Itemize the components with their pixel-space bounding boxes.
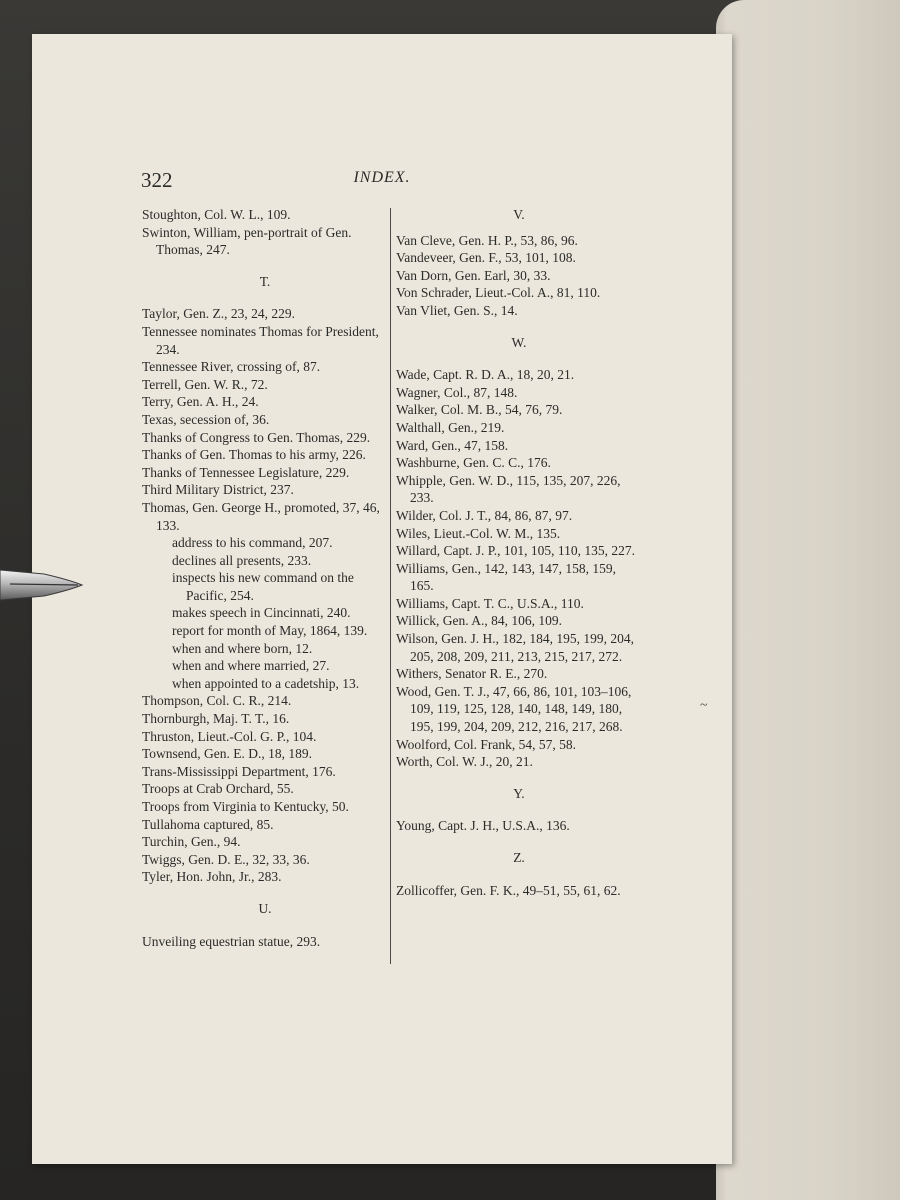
index-entry: Thanks of Tennessee Legislature, 229. [142, 464, 350, 480]
index-entry: Walthall, Gen., 219. [396, 419, 505, 435]
index-entry: Unveiling equestrian statue, 293. [142, 933, 321, 949]
index-entry: Texas, secession of, 36. [142, 411, 270, 427]
index-entry: Thomas, Gen. George H., promoted, 37, 46, 133. [142, 499, 380, 533]
index-entry: Ward, Gen., 47, 158. [396, 437, 509, 453]
index-entry: Wade, Capt. R. D. A., 18, 20, 21. [396, 367, 575, 383]
index-subentry: declines all presents, 233. [172, 552, 312, 568]
index-entry: Tullahoma captured, 85. [142, 816, 274, 832]
index-subentry: when appointed to a cadetship, 13. [172, 675, 360, 691]
index-entry: Thruston, Lieut.-Col. G. P., 104. [142, 728, 317, 744]
column-divider [390, 208, 391, 964]
page-header [32, 165, 732, 195]
index-entry: Terrell, Gen. W. R., 72. [142, 376, 268, 392]
index-column-left [142, 206, 388, 950]
index-entry: Wilson, Gen. J. H., 182, 184, 195, 199, 204, 205, 208, 209, 211, 213, 215, 217, 272. [396, 631, 634, 664]
index-subentry: address to his command, 207. [172, 535, 333, 551]
index-entry: Willick, Gen. A., 84, 106, 109. [396, 613, 562, 629]
index-entry: Walker, Col. M. B., 54, 76, 79. [396, 402, 563, 418]
index-entry: Williams, Gen., 142, 143, 147, 158, 159, 165. [396, 560, 616, 594]
index-entry: Wiles, Lieut.-Col. W. M., 135. [396, 525, 561, 541]
index-entry: Zollicoffer, Gen. F. K., 49–51, 55, 61, 62. [396, 882, 621, 898]
index-entry: Thanks of Congress to Gen. Thomas, 229. [142, 429, 371, 445]
page-number: 322 [141, 168, 173, 192]
adjacent-page-edge [716, 0, 900, 1200]
index-subentry: when and where married, 27. [172, 658, 330, 674]
index-section-letter: T. [259, 273, 271, 289]
index-entry: Thompson, Col. C. R., 214. [142, 693, 292, 709]
index-entry: Tennessee River, crossing of, 87. [142, 359, 321, 375]
index-entry: Stoughton, Col. W. L., 109. [142, 207, 291, 222]
index-entry: Withers, Senator R. E., 270. [396, 666, 548, 682]
index-entry: Townsend, Gen. E. D., 18, 189. [142, 746, 313, 762]
index-entry: Van Dorn, Gen. Earl, 30, 33. [396, 267, 551, 283]
index-section-letter: Z. [513, 850, 525, 865]
pen-tip-icon [0, 566, 84, 604]
index-section-letter: Y. [513, 785, 525, 801]
index-entry: Von Schrader, Lieut.-Col. A., 81, 110. [396, 285, 601, 301]
index-section-letter: W. [511, 334, 527, 350]
index-section-letter: U. [258, 900, 272, 916]
running-head: INDEX. [353, 169, 411, 186]
index-entry: Williams, Capt. T. C., U.S.A., 110. [396, 595, 584, 611]
index-section-letter: V. [513, 207, 525, 222]
index-entry: Woolford, Col. Frank, 54, 57, 58. [396, 736, 577, 752]
index-entry: Third Military District, 237. [142, 482, 294, 498]
index-column-right [396, 206, 642, 899]
index-entry: Washburne, Gen. C. C., 176. [396, 455, 551, 471]
index-entry: Young, Capt. J. H., U.S.A., 136. [396, 818, 570, 834]
index-subentry: report for month of May, 1864, 139. [172, 623, 368, 639]
index-subentry: when and where born, 12. [172, 640, 313, 656]
index-entry: Van Vliet, Gen. S., 14. [396, 302, 518, 318]
index-entry: Willard, Capt. J. P., 101, 105, 110, 135, 227. [396, 543, 635, 559]
pencil-mark-icon: ~ [700, 698, 708, 713]
index-entry: Wood, Gen. T. J., 47, 66, 86, 101, 103–106, 109, 119, 125, 128, 140, 148, 149, 180, 195, 199, 204, 209, 212, 216, 217, 268. [396, 683, 632, 735]
index-subentry: makes speech in Cincinnati, 240. [172, 605, 351, 621]
index-entry: Taylor, Gen. Z., 23, 24, 229. [142, 306, 295, 322]
index-entry: Swinton, William, pen-portrait of Gen. Thomas, 247. [142, 224, 352, 258]
index-entry: Turchin, Gen., 94. [142, 834, 241, 850]
index-entry: Vandeveer, Gen. F., 53, 101, 108. [396, 250, 576, 266]
index-entry: Wagner, Col., 87, 148. [396, 384, 518, 400]
index-entry: Van Cleve, Gen. H. P., 53, 86, 96. [396, 232, 578, 248]
index-entry: Thornburgh, Maj. T. T., 16. [142, 711, 290, 727]
index-entry: Whipple, Gen. W. D., 115, 135, 207, 226, 233. [396, 472, 621, 506]
index-entry: Wilder, Col. J. T., 84, 86, 87, 97. [396, 507, 573, 523]
index-entry: Tennessee nominates Thomas for President, 234. [142, 323, 379, 357]
index-entry: Troops at Crab Orchard, 55. [142, 781, 294, 797]
index-entry: Terry, Gen. A. H., 24. [142, 394, 259, 410]
index-entry: Worth, Col. W. J., 20, 21. [396, 754, 533, 770]
index-entry: Twiggs, Gen. D. E., 32, 33, 36. [142, 851, 310, 867]
index-subentry: inspects his new command on the Pacific, 254. [172, 570, 354, 603]
index-entry: Tyler, Hon. John, Jr., 283. [142, 869, 282, 885]
index-entry: Thanks of Gen. Thomas to his army, 226. [142, 447, 366, 463]
index-entry: Troops from Virginia to Kentucky, 50. [142, 799, 349, 814]
index-entry: Trans-Mississippi Department, 176. [142, 763, 336, 779]
